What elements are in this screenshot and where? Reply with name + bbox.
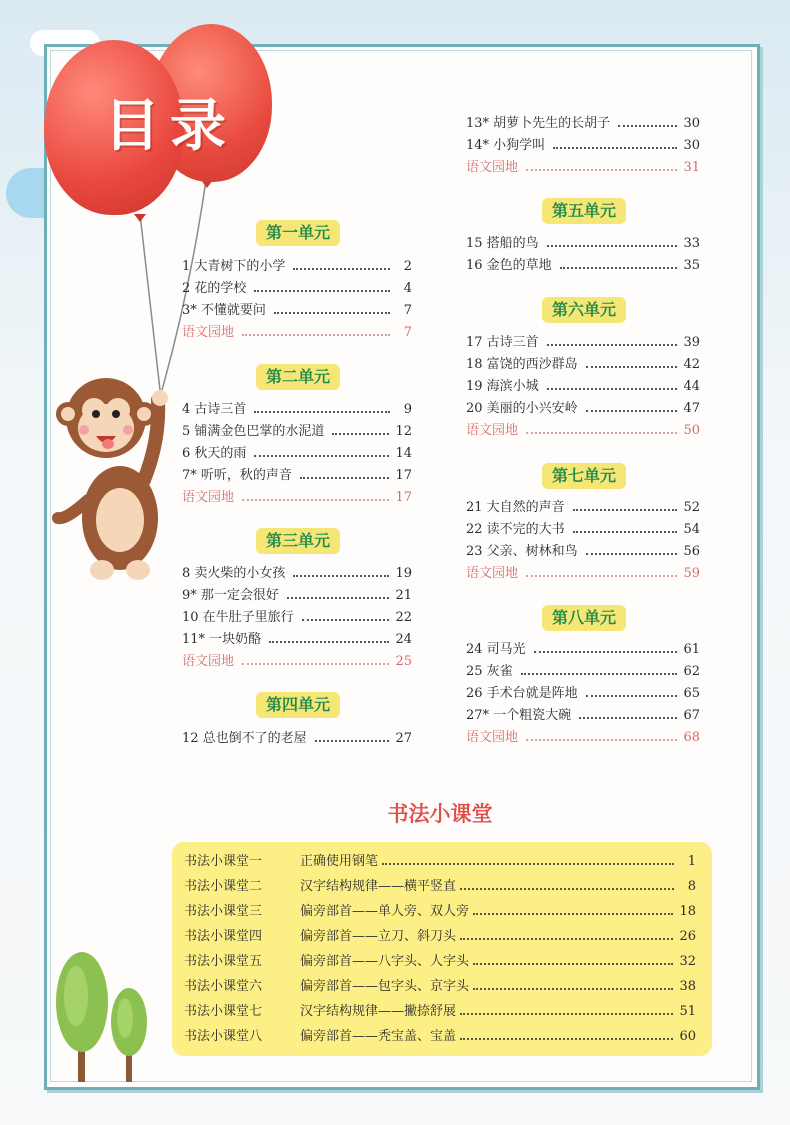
toc-row[interactable] (182, 400, 412, 420)
calligraphy-row[interactable] (184, 952, 696, 972)
toc-row[interactable] (466, 355, 700, 375)
toc-title: 语文园地 (182, 654, 235, 669)
toc-leader (254, 290, 390, 292)
toc-leader (300, 477, 390, 479)
toc-leader (573, 531, 678, 533)
toc-title: 27* 一个粗瓷大碗 (466, 708, 572, 723)
calligraphy-name: 书法小课堂五 (184, 954, 263, 969)
calligraphy-box (172, 842, 712, 1056)
toc-leader (534, 651, 678, 653)
toc-page: 68 (683, 730, 700, 745)
toc-row[interactable] (182, 630, 412, 650)
calligraphy-page: 51 (679, 1004, 696, 1019)
calligraphy-name: 书法小课堂六 (184, 979, 263, 994)
toc-title: 25 灰雀 (466, 664, 513, 679)
calligraphy-row[interactable] (184, 977, 696, 997)
toc-page: 31 (683, 160, 700, 175)
toc-leader (287, 597, 390, 599)
calligraphy-title: 书法小课堂 (387, 802, 493, 826)
toc-leader (473, 963, 673, 965)
toc-title: 20 美丽的小兴安岭 (466, 401, 578, 416)
unit-badge-8: 第八单元 (542, 605, 626, 631)
calligraphy-topic: 偏旁部首——立刀、斜刀头 (300, 929, 457, 944)
toc-page: 12 (395, 424, 412, 439)
toc-leader (526, 169, 677, 171)
toc-leader (560, 267, 678, 269)
monkey-illustration (48, 370, 178, 585)
toc-row[interactable] (466, 542, 700, 562)
toc-page: 21 (395, 588, 412, 603)
calligraphy-name: 书法小课堂七 (184, 1004, 263, 1019)
toc-leader (254, 455, 389, 457)
calligraphy-page: 18 (679, 904, 696, 919)
toc-page: 2 (403, 259, 412, 274)
toc-leader (526, 432, 677, 434)
toc-page: 54 (683, 522, 700, 537)
toc-row[interactable] (466, 640, 700, 660)
calligraphy-topic: 偏旁部首——八字头、人字头 (300, 954, 470, 969)
calligraphy-name: 书法小课堂二 (184, 879, 263, 894)
toc-title: 17 古诗三首 (466, 335, 539, 350)
toc-title: 语文园地 (466, 730, 519, 745)
toc-leader (242, 499, 389, 501)
toc-leader (526, 739, 677, 741)
calligraphy-row[interactable] (184, 902, 696, 922)
toc-row-garden[interactable] (466, 421, 700, 441)
toc-leader (460, 888, 674, 890)
toc-page: 9 (403, 402, 412, 417)
toc-title: 1 大青树下的小学 (182, 259, 286, 274)
toc-title: 4 古诗三首 (182, 402, 247, 417)
toc-row[interactable] (466, 114, 700, 134)
calligraphy-page: 60 (679, 1029, 696, 1044)
toc-row[interactable] (182, 301, 412, 321)
toc-page: 67 (683, 708, 700, 723)
toc-title: 语文园地 (182, 325, 235, 340)
calligraphy-row[interactable] (184, 1027, 696, 1047)
toc-row[interactable] (182, 466, 412, 486)
toc-title: 2 花的学校 (182, 281, 247, 296)
toc-title: 语文园地 (182, 490, 235, 505)
toc-row[interactable] (182, 422, 412, 442)
toc-row[interactable] (466, 520, 700, 540)
toc-leader (293, 268, 390, 270)
unit-badge-7: 第七单元 (542, 463, 626, 489)
toc-title: 10 在牛肚子里旅行 (182, 610, 294, 625)
page-title: 目录 (104, 94, 236, 159)
toc-leader (473, 913, 673, 915)
toc-row[interactable] (466, 706, 700, 726)
toc-row[interactable] (466, 256, 700, 276)
toc-title: 8 卖火柴的小女孩 (182, 566, 286, 581)
toc-title: 5 铺满金色巴掌的水泥道 (182, 424, 325, 439)
toc-title: 15 搭船的鸟 (466, 236, 539, 251)
toc-title: 16 金色的草地 (466, 258, 552, 273)
toc-leader (460, 938, 673, 940)
toc-row[interactable] (466, 662, 700, 682)
toc-row[interactable] (466, 498, 700, 518)
calligraphy-topic: 正确使用钢笔 (300, 854, 379, 869)
toc-title: 7* 听听，秋的声音 (182, 468, 292, 483)
toc-title: 3* 不懂就要问 (182, 303, 266, 318)
toc-title: 23 父亲、树林和鸟 (466, 544, 578, 559)
tree-illustration (50, 950, 160, 1085)
calligraphy-page: 26 (679, 929, 696, 944)
toc-page: 7 (403, 303, 412, 318)
toc-row[interactable] (466, 136, 700, 156)
toc-page: 30 (683, 116, 700, 131)
toc-title: 9* 那一定会很好 (182, 588, 279, 603)
calligraphy-row[interactable] (184, 852, 696, 872)
toc-leader (618, 125, 677, 127)
calligraphy-page: 1 (687, 854, 696, 869)
toc-title: 11* 一块奶酪 (182, 632, 262, 647)
toc-page: 42 (683, 357, 700, 372)
toc-leader (382, 863, 674, 865)
toc-page: 24 (395, 632, 412, 647)
calligraphy-topic: 汉字结构规律——撇捺舒展 (300, 1004, 457, 1019)
unit-badge-2: 第二单元 (256, 364, 340, 390)
toc-leader (586, 410, 678, 412)
toc-title: 14* 小狗学叫 (466, 138, 546, 153)
toc-leader (242, 334, 390, 336)
toc-page: 4 (403, 281, 412, 296)
toc-row[interactable] (182, 257, 412, 277)
toc-title: 18 富饶的西沙群岛 (466, 357, 578, 372)
toc-title: 12 总也倒不了的老屋 (182, 731, 307, 746)
toc-title: 26 手术台就是阵地 (466, 686, 578, 701)
toc-leader (269, 641, 389, 643)
toc-row-garden[interactable] (182, 323, 412, 343)
calligraphy-page: 38 (679, 979, 696, 994)
toc-title: 22 读不完的大书 (466, 522, 565, 537)
toc-row[interactable] (466, 234, 700, 254)
calligraphy-name: 书法小课堂三 (184, 904, 263, 919)
toc-leader (521, 673, 678, 675)
toc-row-garden[interactable] (182, 488, 412, 508)
toc-row[interactable] (466, 684, 700, 704)
toc-row[interactable] (182, 729, 412, 749)
toc-leader (586, 553, 678, 555)
toc-title: 语文园地 (466, 160, 519, 175)
toc-page: 14 (395, 446, 412, 461)
toc-title: 24 司马光 (466, 642, 526, 657)
toc-row-garden[interactable] (466, 158, 700, 178)
toc-page: 25 (395, 654, 412, 669)
toc-page: 19 (395, 566, 412, 581)
toc-leader (315, 740, 390, 742)
toc-leader (586, 366, 678, 368)
calligraphy-name: 书法小课堂一 (184, 854, 263, 869)
toc-row-garden[interactable] (466, 564, 700, 584)
toc-leader (332, 433, 389, 435)
toc-title: 语文园地 (466, 423, 519, 438)
toc-leader (460, 1013, 673, 1015)
calligraphy-page: 8 (687, 879, 696, 894)
toc-row[interactable] (466, 399, 700, 419)
toc-title: 19 海滨小城 (466, 379, 539, 394)
toc-page: 30 (683, 138, 700, 153)
toc-row[interactable] (466, 377, 700, 397)
unit-badge-5: 第五单元 (542, 198, 626, 224)
toc-row[interactable] (182, 564, 412, 584)
toc-leader (573, 509, 678, 511)
calligraphy-name: 书法小课堂四 (184, 929, 263, 944)
calligraphy-row[interactable] (184, 877, 696, 897)
toc-title: 21 大自然的声音 (466, 500, 565, 515)
toc-leader (586, 695, 678, 697)
toc-page: 56 (683, 544, 700, 559)
toc-page: 39 (683, 335, 700, 350)
toc-leader (547, 344, 678, 346)
toc-page: 52 (683, 500, 700, 515)
toc-leader (526, 575, 677, 577)
calligraphy-topic: 偏旁部首——包字头、京字头 (300, 979, 470, 994)
calligraphy-page: 32 (679, 954, 696, 969)
calligraphy-row[interactable] (184, 927, 696, 947)
toc-leader (460, 1038, 673, 1040)
toc-leader (274, 312, 390, 314)
toc-row[interactable] (466, 333, 700, 353)
toc-leader (553, 147, 677, 149)
toc-leader (302, 619, 390, 621)
toc-title: 13* 胡萝卜先生的长胡子 (466, 116, 611, 131)
toc-page: 27 (395, 731, 412, 746)
toc-leader (547, 245, 678, 247)
toc-leader (242, 663, 389, 665)
toc-page: 22 (395, 610, 412, 625)
unit-badge-6: 第六单元 (542, 297, 626, 323)
toc-title: 6 秋天的雨 (182, 446, 247, 461)
toc-leader (547, 388, 678, 390)
toc-row[interactable] (182, 444, 412, 464)
toc-page: 50 (683, 423, 700, 438)
calligraphy-topic: 偏旁部首——单人旁、双人旁 (300, 904, 470, 919)
toc-page: 65 (683, 686, 700, 701)
unit-badge-4: 第四单元 (256, 692, 340, 718)
calligraphy-row[interactable] (184, 1002, 696, 1022)
toc-leader (579, 717, 677, 719)
toc-page: 35 (683, 258, 700, 273)
calligraphy-topic: 汉字结构规律——横平竖直 (300, 879, 457, 894)
toc-leader (254, 411, 390, 413)
toc-row-garden[interactable] (466, 728, 700, 748)
toc-page: 62 (683, 664, 700, 679)
toc-page: 17 (395, 468, 412, 483)
toc-title: 语文园地 (466, 566, 519, 581)
toc-row[interactable] (182, 586, 412, 606)
toc-page: 7 (403, 325, 412, 340)
unit-badge-3: 第三单元 (256, 528, 340, 554)
toc-page: 59 (683, 566, 700, 581)
toc-page: 44 (683, 379, 700, 394)
toc-page: 47 (683, 401, 700, 416)
toc-leader (293, 575, 389, 577)
calligraphy-topic: 偏旁部首——秃宝盖、宝盖 (300, 1029, 457, 1044)
toc-leader (473, 988, 673, 990)
toc-row[interactable] (182, 279, 412, 299)
toc-row[interactable] (182, 608, 412, 628)
unit-badge-1: 第一单元 (256, 220, 340, 246)
toc-row-garden[interactable] (182, 652, 412, 672)
calligraphy-name: 书法小课堂八 (184, 1029, 263, 1044)
toc-page: 61 (683, 642, 700, 657)
toc-page: 33 (683, 236, 700, 251)
toc-page: 17 (395, 490, 412, 505)
